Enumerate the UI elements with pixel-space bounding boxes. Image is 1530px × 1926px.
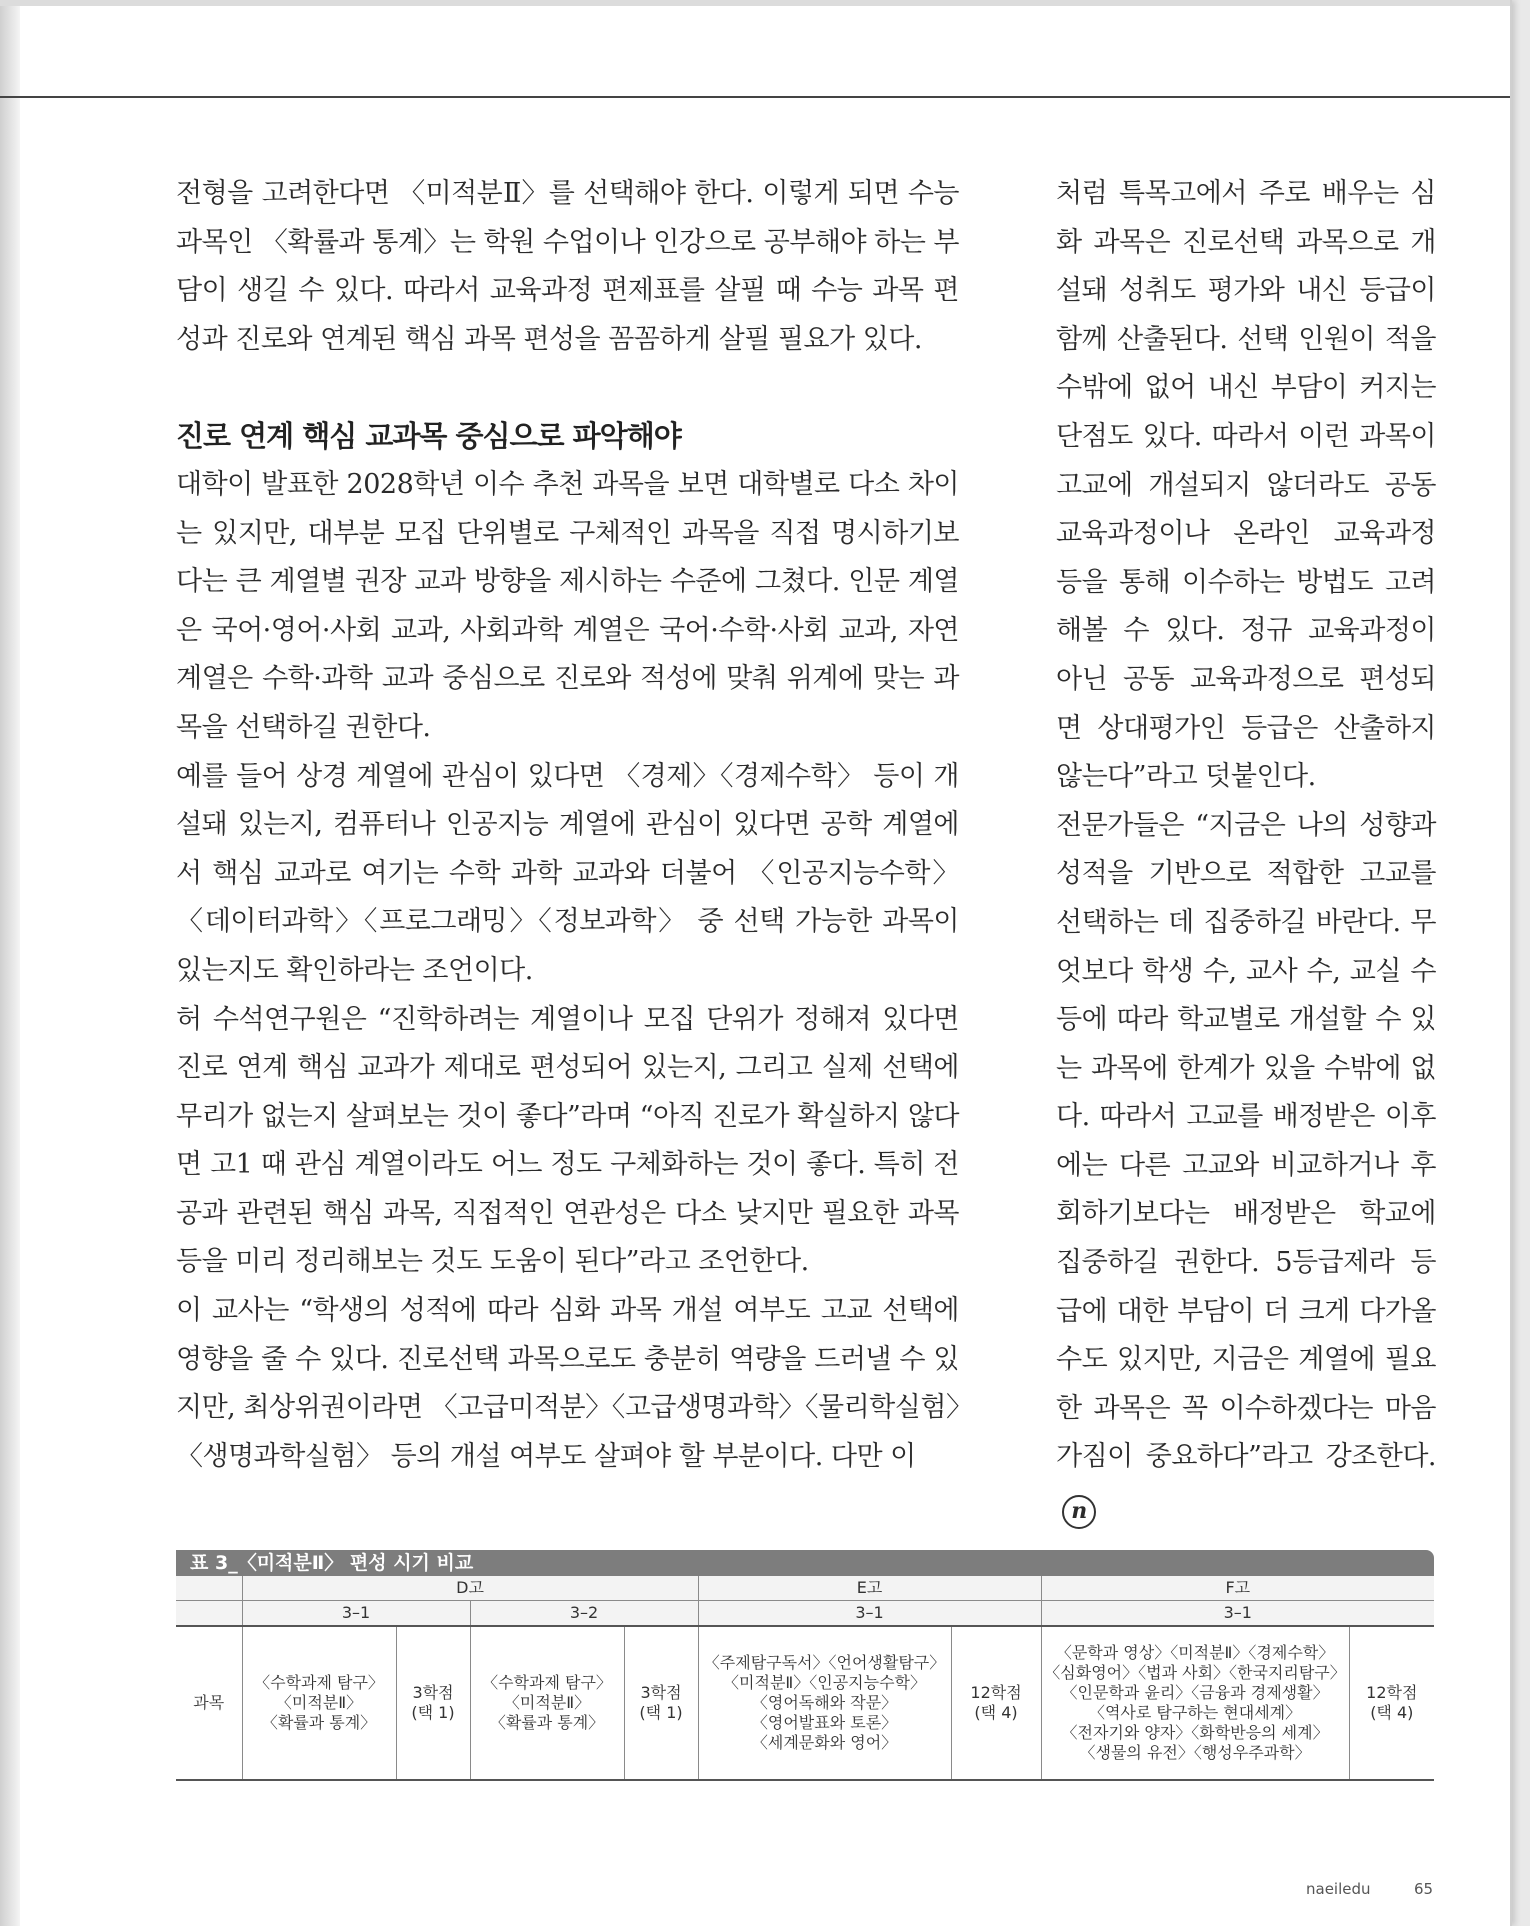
d2-credits: 3학점 [640, 1683, 682, 1702]
e-credits: 12학점 [970, 1683, 1022, 1702]
footer-brand: naeiledu [1306, 1880, 1371, 1898]
school-e-header: E고 [698, 1576, 1041, 1601]
comparison-table [176, 1550, 1434, 1781]
article-end-icon: n [1062, 1495, 1096, 1529]
f-subject: 〈전자기와 양자〉〈화학반응의 세계〉 [1061, 1723, 1329, 1742]
d2-subject: 〈확률과 통계〉 [489, 1713, 605, 1732]
f-subject: 〈역사로 탐구하는 현대세계〉 [1088, 1703, 1302, 1722]
e-subject: 〈미적분Ⅱ〉〈인공지능수학〉 [723, 1673, 927, 1692]
semester-d1: 3–1 [242, 1601, 470, 1627]
d1-credits: 3학점 [412, 1683, 454, 1702]
e-credits-cell [951, 1626, 1041, 1780]
table-header-row-semesters [176, 1601, 1434, 1627]
header-rule [0, 96, 1510, 98]
f-subject: 〈생물의 유전〉〈행성우주과학〉 [1079, 1743, 1311, 1762]
f-credits-cell [1349, 1626, 1434, 1780]
f-choice: (택 4) [1370, 1703, 1414, 1722]
main-text-column [176, 170, 959, 1481]
semester-f: 3–1 [1041, 1601, 1434, 1627]
f-credits: 12학점 [1366, 1683, 1418, 1702]
main-paragraph-1: 전형을 고려한다면 〈미적분Ⅱ〉를 선택해야 한다. 이렇게 되면 수능 과목인 〈확률과 통계〉는 학원 수업이나 인강으로 공부해야 하는 부담이 생길 수 있다. 따라서 교육과정 편제표를 살필 때 수능 과목 편성과 진로와 연계된 핵심 과목 편성을 꼼꼼하게 살필 필요가 있다. [176, 178, 959, 355]
f-subject: 〈심화영어〉〈법과 사회〉〈한국지리탐구〉 [1044, 1663, 1346, 1682]
section-subheading: 진로 연계 핵심 교과목 중심으로 파악해야 [176, 419, 681, 454]
e-subject: 〈주제탐구독서〉〈언어생활탐구〉 [703, 1653, 946, 1672]
f-subject: 〈문학과 영상〉〈미적분Ⅱ〉〈경제수학〉 [1055, 1643, 1335, 1662]
semester-d2: 3–2 [470, 1601, 698, 1627]
table-row-subjects [176, 1626, 1434, 1780]
table-corner-cell [176, 1576, 242, 1601]
section-gap [176, 364, 959, 412]
d1-subjects-cell [242, 1626, 396, 1780]
e-subject: 〈영어독해와 작문〉 [751, 1693, 898, 1712]
main-paragraph-5: 이 교사는 “학생의 성적에 따라 심화 과목 개설 여부도 고교 선택에 영향을 줄 수 있다. 진로선택 과목으로도 충분히 역량을 드러낼 수 있지만, 최상위권이라면 〈고급미적분〉〈고급생명과학〉〈물리학실험〉〈생명과학실험〉 등의 개설 여부도 살펴야 할 부분이다. 다만 이 [176, 1295, 959, 1472]
page-top-edge [0, 0, 1510, 6]
semester-e: 3–1 [698, 1601, 1041, 1627]
d1-subject: 〈수학과제 탐구〉 [254, 1673, 384, 1692]
school-f-header: F고 [1041, 1576, 1434, 1601]
f-subjects-cell [1041, 1626, 1349, 1780]
d2-credits-cell [624, 1626, 698, 1780]
d2-subject: 〈수학과제 탐구〉 [482, 1673, 612, 1692]
d1-choice: (택 1) [411, 1703, 455, 1722]
side-paragraph-2-text: 전문가들은 “지금은 나의 성향과 성적을 기반으로 적합한 고교를 선택하는 데 집중하길 바란다. 무엇보다 학생 수, 교사 수, 교실 수 등에 따라 학교별로 개설할 수 있는 과목에 한계가 있을 수밖에 없다. 따라서 고교를 배정받은 이후에는 다른 고교와 비교하거나 후회하기보다는 배정받은 학교에 집중하길 권한다. 5등급제라 등급에 대한 부담이 더 크게 다가올 수도 있지만, 지금은 계열에 필요한 과목은 꼭 이수하겠다는 마음가짐이 중요하다”라고 강조한다. [1056, 809, 1436, 1473]
side-paragraph-2 [1056, 802, 1436, 1531]
d1-credits-cell [396, 1626, 470, 1780]
f-subject: 〈인문학과 윤리〉〈금융과 경제생활〉 [1061, 1683, 1329, 1702]
school-d-header: D고 [242, 1576, 698, 1601]
side-text-column [1056, 170, 1436, 1531]
table-corner-cell-2 [176, 1601, 242, 1627]
d1-subject: 〈미적분Ⅱ〉 [275, 1693, 363, 1712]
page-number: 65 [1414, 1880, 1434, 1898]
e-subjects-cell [698, 1626, 951, 1780]
e-choice: (택 4) [974, 1703, 1018, 1722]
main-paragraph-4: 허 수석연구원은 “진학하려는 계열이나 모집 단위가 정해져 있다면 진로 연계 핵심 교과가 제대로 편성되어 있는지, 그리고 실제 선택에 무리가 없는지 살펴보는 것이 좋다”라며 “아직 진로가 확실하지 않다면 고1 때 관심 계열이라도 어느 정도 구체화하는 것이 좋다. 특히 전공과 관련된 핵심 과목, 직접적인 연관성은 다소 낮지만 필요한 과목 등을 미리 정리해보는 것도 도움이 된다”라고 조언한다. [176, 1003, 959, 1278]
page-spine-shadow [0, 0, 20, 1926]
table-title: 표 3_〈미적분Ⅱ〉 편성 시기 비교 [176, 1550, 1434, 1576]
main-paragraph-2: 대학이 발표한 2028학년 이수 추천 과목을 보면 대학별로 다소 차이는 있지만, 대부분 모집 단위별로 구체적인 과목을 직접 명시하기보다는 큰 계열별 권장 교과 방향을 제시하는 수준에 그쳤다. 인문 계열은 국어·영어·사회 교과, 사회과학 계열은 국어·수학·사회 교과, 자연 계열은 수학·과학 교과 중심으로 진로와 적성에 맞춰 위계에 맞는 과목을 선택하길 권한다. [176, 468, 959, 743]
d1-subject: 〈확률과 통계〉 [261, 1713, 377, 1732]
table-grid [176, 1576, 1434, 1781]
table-header-row-schools [176, 1576, 1434, 1601]
d2-choice: (택 1) [639, 1703, 683, 1722]
e-subject: 〈영어발표와 토론〉 [751, 1713, 898, 1732]
d2-subject: 〈미적분Ⅱ〉 [503, 1693, 591, 1712]
main-paragraph-3: 예를 들어 상경 계열에 관심이 있다면 〈경제〉〈경제수학〉 등이 개설돼 있는지, 컴퓨터나 인공지능 계열에 관심이 있다면 공학 계열에서 핵심 교과로 여기는 수학 과학 교과와 더불어 〈인공지능수학〉〈데이터과학〉〈프로그래밍〉〈정보과학〉 중 선택 가능한 과목이 있는지도 확인하라는 조언이다. [176, 760, 959, 986]
side-paragraph-1: 처럼 특목고에서 주로 배우는 심화 과목은 진로선택 과목으로 개설돼 성취도 평가와 내신 등급이 함께 산출된다. 선택 인원이 적을 수밖에 없어 내신 부담이 커지는 단점도 있다. 따라서 이런 과목이 고교에 개설되지 않더라도 공동 교육과정이나 온라인 교육과정 등을 통해 이수하는 방법도 고려해볼 수 있다. 정규 교육과정이 아닌 공동 교육과정으로 편성되면 상대평가인 등급은 산출하지 않는다”라고 덧붙인다. [1056, 178, 1436, 793]
row-label-subjects: 과목 [176, 1626, 242, 1780]
d2-subjects-cell [470, 1626, 624, 1780]
e-subject: 〈세계문화와 영어〉 [751, 1733, 898, 1752]
